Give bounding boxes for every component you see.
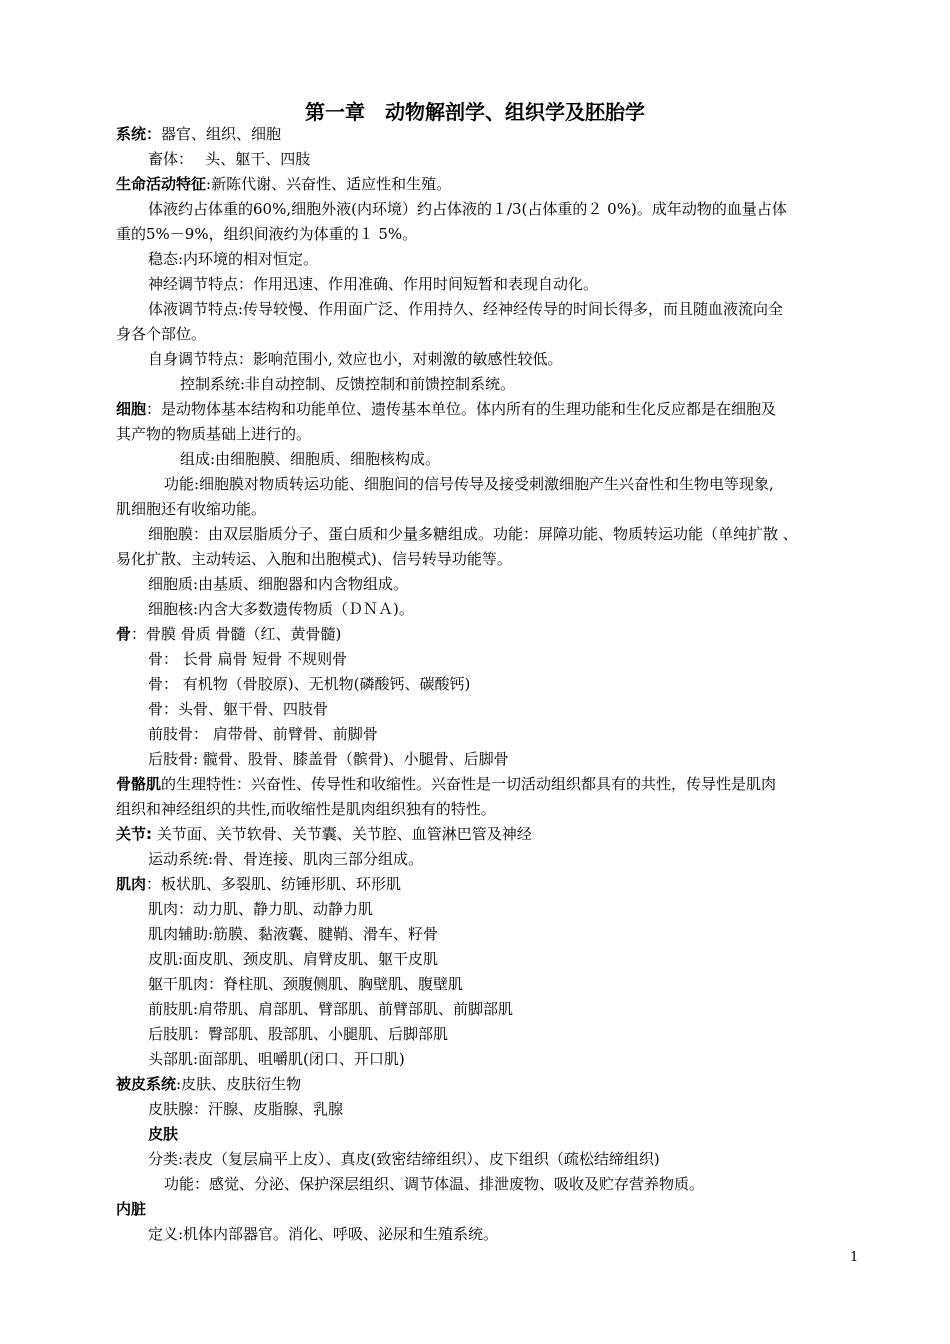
term-label: 骨 <box>116 625 132 643</box>
line-text: 体液调节特点:传导较慢、作用面广泛、作用持久、经神经传导的时间长得多，而且随血液流向全 <box>148 300 784 318</box>
line-text: 控制系统:非自动控制、反馈控制和前馈控制系统。 <box>180 375 516 393</box>
line-text: 细胞核:内含大多数遗传物质（ＤＮＡ)。 <box>148 600 414 618</box>
term-label: 被皮系统 <box>116 1075 177 1093</box>
text-line <box>148 699 328 719</box>
text-line <box>148 199 787 219</box>
line-text: 神经调节特点：作用迅速、作用准确、作用时间短暂和表现自动化。 <box>148 275 599 293</box>
line-text: 定义:机体内部器官。消化、呼吸、泌尿和生殖系统。 <box>148 1225 499 1243</box>
text-line <box>148 724 378 744</box>
term-label: 生命活动特征 <box>116 175 207 193</box>
text-line <box>116 174 451 194</box>
text-line <box>148 599 414 619</box>
text-line <box>180 449 440 469</box>
line-text: 肌肉辅助:筋膜、黏液囊、腱鞘、滑车、籽骨 <box>148 925 439 943</box>
line-text: 分类:表皮（复层扁平上皮）、真皮(致密结缔组织）、皮下组织（疏松结缔组织) <box>148 1150 660 1168</box>
line-text: 重的5%－9%，组织间液约为体重的１ 5%。 <box>116 225 418 243</box>
line-text: :新陈代谢、兴奋性、适应性和生殖。 <box>206 175 452 193</box>
term-label: 关节: <box>116 825 152 843</box>
line-text: ：板状肌、多裂肌、纺锤形肌、环形肌 <box>146 875 402 893</box>
line-text: 骨： 长骨 扁骨 短骨 不规则骨 <box>148 650 348 668</box>
line-text: 后肢骨: 髋骨、股骨、膝盖骨（髌骨)、小腿骨、后脚骨 <box>148 750 509 768</box>
text-line <box>116 499 266 519</box>
text-line <box>116 1074 301 1094</box>
line-text: 自身调节特点：影响范围小, 效应也小，对刺激的敏感性较低。 <box>148 350 563 368</box>
text-line <box>148 1049 405 1069</box>
line-text: 功能：感觉、分泌、保护深层组织、调节体温、排泄废物、吸收及贮存营养物质。 <box>164 1175 705 1193</box>
text-line <box>148 349 563 369</box>
text-line <box>148 899 373 919</box>
line-text: 运动系统:骨、骨连接、肌肉三部分组成。 <box>148 850 424 868</box>
text-line <box>148 524 798 544</box>
line-text: 组成:由细胞膜、细胞质、细胞核构成。 <box>180 450 441 468</box>
text-line <box>148 674 470 694</box>
term-label: 肌肉 <box>116 875 147 893</box>
line-text: 畜体： 头、躯干、四肢 <box>148 150 311 168</box>
text-line <box>148 749 509 769</box>
line-text: 肌细胞还有收缩功能。 <box>116 500 267 518</box>
text-line <box>148 299 783 319</box>
line-text: 的生理特性：兴奋性、传导性和收缩性。兴奋性是一切活动组织都具有的共性，传导性是肌肉 <box>161 775 777 793</box>
line-text: 稳态:内环境的相对恒定。 <box>148 250 319 268</box>
text-line <box>148 1224 498 1244</box>
line-text: 易化扩散、主动转运、入胞和出胞模式)、信号转导功能等。 <box>116 550 512 568</box>
text-line <box>116 224 417 244</box>
text-line <box>148 1149 660 1169</box>
line-text: ：是动物体基本结构和功能单位、遗传基本单位。体内所有的生理功能和生化反应都是在细胞及 <box>146 400 777 418</box>
text-line <box>148 649 347 669</box>
text-line <box>148 949 438 969</box>
line-text: 前肢肌:肩带肌、肩部肌、臂部肌、前臂部肌、前脚部肌 <box>148 1000 514 1018</box>
line-text: 身各个部位。 <box>116 325 207 343</box>
text-line <box>148 974 463 994</box>
line-text: 细胞膜：由双层脂质分子、蛋白质和少量多糖组成。功能：屏障功能、物质转运功能（单纯扩散 、 <box>148 525 798 543</box>
text-line <box>164 1174 704 1194</box>
text-line <box>148 1024 448 1044</box>
text-line <box>116 1199 146 1219</box>
chapter-title: 第一章 动物解剖学、组织学及胚胎学 <box>305 100 645 124</box>
line-text: 功能:细胞膜对物质转运功能、细胞间的信号传导及接受刺激细胞产生兴奋性和生物电等现象, <box>164 475 774 493</box>
text-line <box>116 874 401 894</box>
text-line <box>116 324 206 344</box>
line-text: 后肢肌：臀部肌、股部肌、小腿肌、后脚部肌 <box>148 1025 449 1043</box>
line-text: 皮肌:面皮肌、颈皮肌、肩臂皮肌、躯干皮肌 <box>148 950 439 968</box>
term-label: 内脏 <box>116 1200 147 1218</box>
text-line <box>148 574 408 594</box>
text-line <box>116 624 341 644</box>
line-text: 组织和神经组织的共性,而收缩性是肌肉组织独有的特性。 <box>116 800 496 818</box>
text-line <box>116 824 532 844</box>
text-line <box>116 799 496 819</box>
text-line <box>116 424 311 444</box>
text-line <box>148 924 438 944</box>
line-text: 其产物的物质基础上进行的。 <box>116 425 312 443</box>
line-text: 器官、组织、细胞 <box>161 125 282 143</box>
text-line <box>116 549 512 569</box>
text-line <box>116 399 776 419</box>
text-line <box>148 149 310 169</box>
line-text: 皮肤腺：汗腺、皮脂腺、乳腺 <box>148 1100 344 1118</box>
line-text: 躯干肌肉：脊柱肌、颈腹侧肌、胸壁肌、腹壁肌 <box>148 975 464 993</box>
text-line <box>148 1124 178 1144</box>
text-line <box>148 274 598 294</box>
text-line <box>116 774 776 794</box>
line-text: 骨：头骨、躯干骨、四肢骨 <box>148 700 329 718</box>
text-line <box>148 1099 343 1119</box>
term-label: 细胞 <box>116 400 147 418</box>
term-label: 皮肤 <box>148 1125 179 1143</box>
line-text: 体液约占体重的60%,细胞外液(内环境）约占体液的１/3(占体重的２ 0%)。成年动物的血量占体 <box>148 200 787 218</box>
term-label: 骨骼肌 <box>116 775 162 793</box>
page-number: 1 <box>850 1250 859 1265</box>
text-line <box>148 999 513 1019</box>
line-text: 骨： 有机物（骨胶原)、无机物(磷酸钙、碳酸钙) <box>148 675 471 693</box>
term-label: 系统： <box>116 125 162 143</box>
line-text: 细胞质:由基质、细胞器和内含物组成。 <box>148 575 409 593</box>
text-line <box>148 249 318 269</box>
line-text: ：骨膜 骨质 骨髓（红、黄骨髓) <box>131 625 342 643</box>
text-line <box>164 474 774 494</box>
text-line <box>148 849 423 869</box>
line-text: 肌肉：动力肌、静力肌、动静力肌 <box>148 900 374 918</box>
text-line <box>180 374 515 394</box>
line-text: 前肢骨： 肩带骨、前臂骨、前脚骨 <box>148 725 378 743</box>
text-line <box>116 124 281 144</box>
line-text: 头部肌:面部肌、咀嚼肌(闭口、开口肌) <box>148 1050 405 1068</box>
line-text: 关节面、关节软骨、关节囊、关节腔、血管淋巴管及神经 <box>152 825 532 843</box>
line-text: :皮肤、皮肤衍生物 <box>176 1075 302 1093</box>
